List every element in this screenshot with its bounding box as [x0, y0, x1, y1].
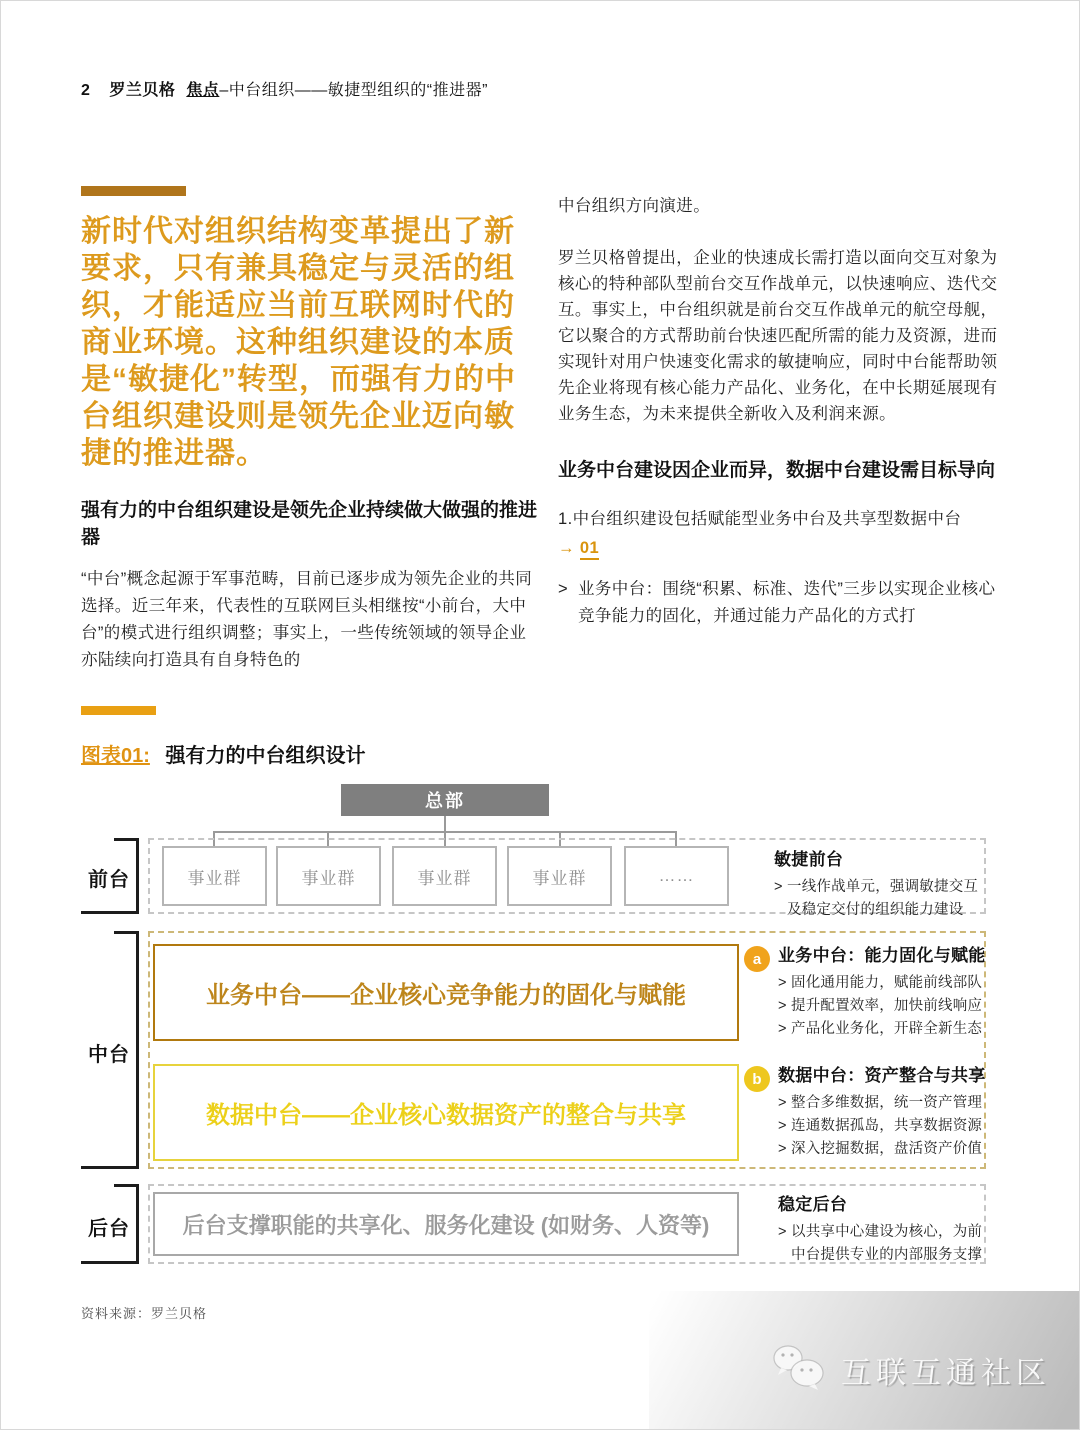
series-label: 焦点: [186, 82, 220, 99]
back-bracket-tick: [81, 1261, 139, 1264]
bullet-marker: >: [778, 1141, 787, 1157]
front-annotation-title: 敏捷前台: [774, 850, 844, 869]
row-label-front: 前台: [88, 869, 130, 891]
data-annotation: [778, 1065, 990, 1161]
annotation-bullet-text: 一线作战单元，强调敏捷交互及稳定交付的组织能力建设: [787, 879, 979, 918]
connector-vertical: [444, 816, 446, 832]
bullet-text: 业务中台：围绕“积累、标准、迭代”三步以实现企业核心竞争能力的固化，并通过能力产品化的方式打: [578, 580, 996, 625]
page-number: 2: [81, 82, 91, 99]
back-annotation-title: 稳定后台: [778, 1195, 848, 1214]
header-title: –中台组织——敏捷型组织的“推进器”: [219, 82, 488, 99]
annotation-bullet: [778, 995, 990, 1018]
source-note: 资料来源：罗兰贝格: [81, 1306, 208, 1321]
watermark-text: 互联互通社区: [841, 1356, 1051, 1390]
figure-ref-number: 01: [580, 539, 599, 560]
middle-bracket-tick: [114, 931, 136, 934]
bullet-marker: >: [558, 580, 569, 598]
annotation-bullet: [778, 1092, 990, 1115]
right-subheading: 业务中台建设因企业而异，数据中台建设需目标导向: [558, 460, 996, 481]
annotation-bullet: [778, 1115, 990, 1138]
figure-title: [81, 739, 365, 768]
business-group-box: 事业群: [162, 846, 267, 906]
annotation-bullet-text: 整合多维数据，统一资产管理: [791, 1095, 983, 1111]
bullet-marker: >: [774, 879, 783, 895]
bullet-marker: >: [778, 1224, 787, 1240]
right-paragraph-1: 中台组织方向演进。: [558, 197, 711, 215]
back-bracket-tick: [114, 1184, 136, 1187]
figure-01-link[interactable]: [558, 535, 1001, 562]
right-column: [558, 193, 1001, 630]
annotation-bullet-text: 深入挖掘数据，盘活资产价值: [791, 1141, 983, 1157]
row-label-middle: 中台: [88, 1044, 130, 1066]
brand-name: 罗兰贝格: [109, 82, 176, 99]
watermark-zone: [649, 1291, 1079, 1429]
back-bracket: [136, 1184, 139, 1264]
arrow-right-icon: →: [558, 539, 575, 557]
accent-bar: [81, 186, 186, 196]
figure-01: [81, 701, 1001, 1286]
annotation-bullet-text: 提升配置效率，加快前线响应: [791, 998, 983, 1014]
annotation-bullet: [778, 972, 990, 995]
annotation-bullet-text: 以共享中心建设为核心，为前中台提供专业的内部服务支撑: [791, 1224, 983, 1263]
left-body-paragraph: “中台”概念起源于军事范畴，目前已逐步成为领先企业的共同选择。近三年来，代表性的互联网巨头相继按“小前台，大中台”的模式进行组织调整；事实上，一些传统领域的领导企业亦陆续向打造具有自身特色的: [81, 570, 533, 669]
figure-title-text: 强有力的中台组织设计: [165, 745, 366, 767]
lead-headline: 新时代对组织结构变革提出了新要求，只有兼具稳定与灵活的组织，才能适应当前互联网时代的商业环境。这种组织建设的本质是“敏捷化”转型，而强有力的中台组织建设则是领先企业迈向敏捷的推进器。: [81, 215, 516, 470]
page-header: [81, 77, 488, 100]
annotation-bullet: [778, 1221, 990, 1267]
middle-bracket-tick: [81, 1166, 139, 1169]
annotation-bullet: [774, 876, 986, 922]
badge-b: b: [744, 1066, 770, 1092]
left-column: [81, 186, 541, 674]
business-group-box: 事业群: [507, 846, 612, 906]
data-platform-box: 数据中台——企业核心数据资产的整合与共享: [153, 1064, 739, 1161]
watermark: [771, 1342, 1051, 1397]
back-annotation: [778, 1194, 990, 1267]
annotation-bullet: [778, 1138, 990, 1161]
row-label-back: 后台: [88, 1218, 130, 1240]
bullet-marker: >: [778, 1118, 787, 1134]
business-annotation: [778, 945, 990, 1041]
right-paragraph-2: 罗兰贝格曾提出，企业的快速成长需打造以面向交互对象为核心的特种部队型前台交互作战单元，以快速响应、迭代交互。事实上，中台组织就是前台交互作战单元的航空母舰，它以聚合的方式帮助前台快速匹配所需的能力及资源，进而实现针对用户快速变化需求的敏捷响应，同时中台能帮助领先企业将现有核心能力产品化、业务化，在中长期延展现有业务生态，为未来提供全新收入及利润来源。: [558, 249, 998, 423]
business-annotation-title: 业务中台：能力固化与赋能: [778, 946, 986, 965]
badge-a: a: [744, 946, 770, 972]
bullet-marker: >: [778, 1021, 787, 1037]
front-bracket-tick: [81, 911, 139, 914]
figure-accent-bar: [81, 706, 156, 715]
front-bracket: [136, 838, 139, 914]
item-number: 1.: [558, 510, 573, 528]
wechat-icon: [771, 1342, 829, 1397]
back-office-box: 后台支撑职能的共享化、服务化建设 (如财务、人资等): [153, 1192, 739, 1256]
annotation-bullet-text: 固化通用能力，赋能前线部队: [791, 975, 983, 991]
bullet-marker: >: [778, 975, 787, 991]
data-annotation-title: 数据中台：资产整合与共享: [778, 1066, 986, 1085]
bullet-item: [558, 576, 1001, 630]
bullet-marker: >: [778, 998, 787, 1014]
annotation-bullet-text: 产品化业务化，开辟全新生态: [791, 1021, 983, 1037]
annotation-bullet: [778, 1018, 990, 1041]
item-text: 中台组织建设包括赋能型业务中台及共享型数据中台: [572, 510, 962, 528]
business-platform-box: 业务中台——企业核心竞争能力的固化与赋能: [153, 944, 739, 1041]
front-bracket-tick: [114, 838, 136, 841]
business-group-box: 事业群: [276, 846, 381, 906]
front-annotation: [774, 849, 986, 922]
left-subheading: 强有力的中台组织建设是领先企业持续做大做强的推进器: [81, 500, 538, 548]
middle-bracket: [136, 931, 139, 1169]
business-group-box: 事业群: [392, 846, 497, 906]
figure-label[interactable]: 图表01:: [81, 745, 150, 767]
hq-box: 总部: [341, 784, 549, 816]
numbered-item: [558, 506, 1001, 562]
business-group-ellipsis-box: ……: [624, 846, 729, 906]
annotation-bullet-text: 连通数据孤岛，共享数据资源: [791, 1118, 983, 1134]
bullet-marker: >: [778, 1095, 787, 1111]
